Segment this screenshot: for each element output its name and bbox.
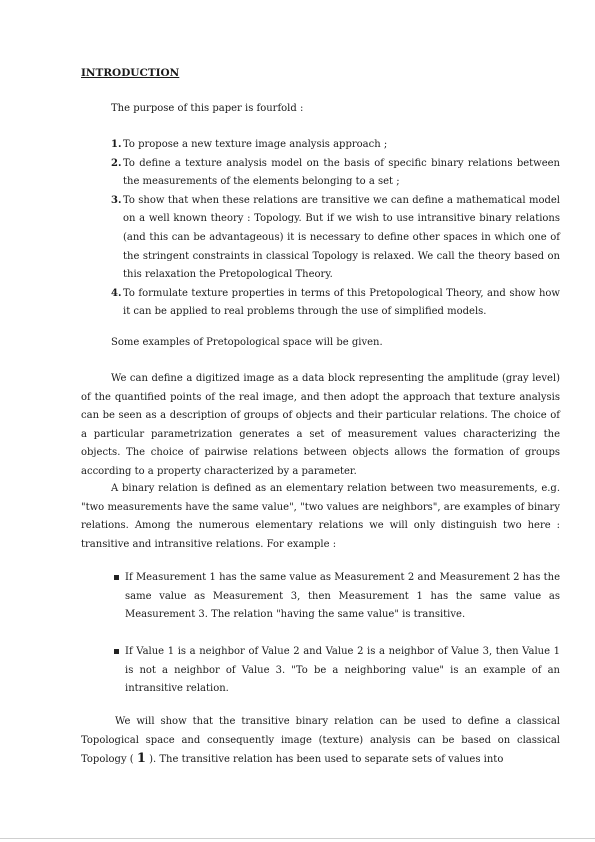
body-paragraph: We can define a digitized image as a data block representing the amplitude (gray level) of the quantified points of the real image, and then adopt the approach that texture analysis can be seen as a description of groups of objects and their particular relations. The choice of a particular parametrization generates a set of measurement values characterizing the objects. The choice of pairwise relations between objects allows the formation of groups according to a property characterized by a parameter. <box>81 373 560 477</box>
objective-number: 1. <box>111 139 122 150</box>
example-text: If Value 1 is a neighbor of Value 2 and Value 2 is a neighbor of Value 3, then Value 1 is not a neighbor of Value 3. "To be a neighboring value" is an example of an intransitive relation. <box>125 646 560 695</box>
paragraph-text: We will show that the transitive binary relation can be used to define a classical Topological space and consequently image (texture) analysis can be based on classical Topology ( <box>81 716 560 766</box>
bullet-square-icon <box>114 575 119 580</box>
objective-text: To define a texture analysis model on the basis of specific binary relations between the measurements of the elements belonging to a set ; <box>123 157 560 188</box>
example-item <box>114 569 560 625</box>
paragraph-text: ). The transitive relation has been used to separate sets of values into <box>145 754 504 766</box>
objectives-list <box>111 136 560 322</box>
example-item <box>114 643 560 699</box>
objective-item <box>111 155 560 192</box>
section-heading: INTRODUCTION <box>81 67 180 79</box>
page-bottom-rule <box>0 838 595 839</box>
body-paragraph <box>81 713 560 770</box>
objective-item <box>111 285 560 322</box>
body-paragraph: A binary relation is defined as an elementary relation between two measurements, e.g. "two measurements have the same value", "two values are neighbors", are examples of binary relations. Among the numerous elementary relations we will only distinguish two here : transitive and intransitive relations. For example : <box>81 483 560 550</box>
example-list <box>114 569 560 625</box>
intro-sentence: The purpose of this paper is fourfold : <box>111 103 304 114</box>
examples-note: Some examples of Pretopological space will be given. <box>111 337 383 348</box>
bullet-square-icon <box>114 649 119 654</box>
objective-text: To propose a new texture image analysis approach ; <box>123 139 388 150</box>
example-list <box>114 643 560 699</box>
objective-text: To formulate texture properties in terms of this Pretopological Theory, and show how it can be applied to real problems through the use of simplified models. <box>123 287 560 318</box>
objective-number: 2. <box>111 157 122 169</box>
example-text: If Measurement 1 has the same value as Measurement 2 and Measurement 2 has the same value as Measurement 3, then Measurement 1 has the same value as Measurement 3. The relation "having the same value" is transitive. <box>125 572 560 621</box>
objective-item <box>111 136 560 155</box>
objective-item <box>111 192 560 285</box>
objective-number: 3. <box>111 194 122 206</box>
objective-text: To show that when these relations are transitive we can define a mathematical model on a well known theory : Topology. But if we wish to use intransitive binary relations (and this can be advantageous) it is necessary to define other spaces in which one of the stringent constraints in classical Topology is relaxed. We call the theory based on this relaxation the Pretopological Theory. <box>123 194 560 281</box>
reference-number: 1 <box>136 751 146 767</box>
objective-number: 4. <box>111 287 122 299</box>
